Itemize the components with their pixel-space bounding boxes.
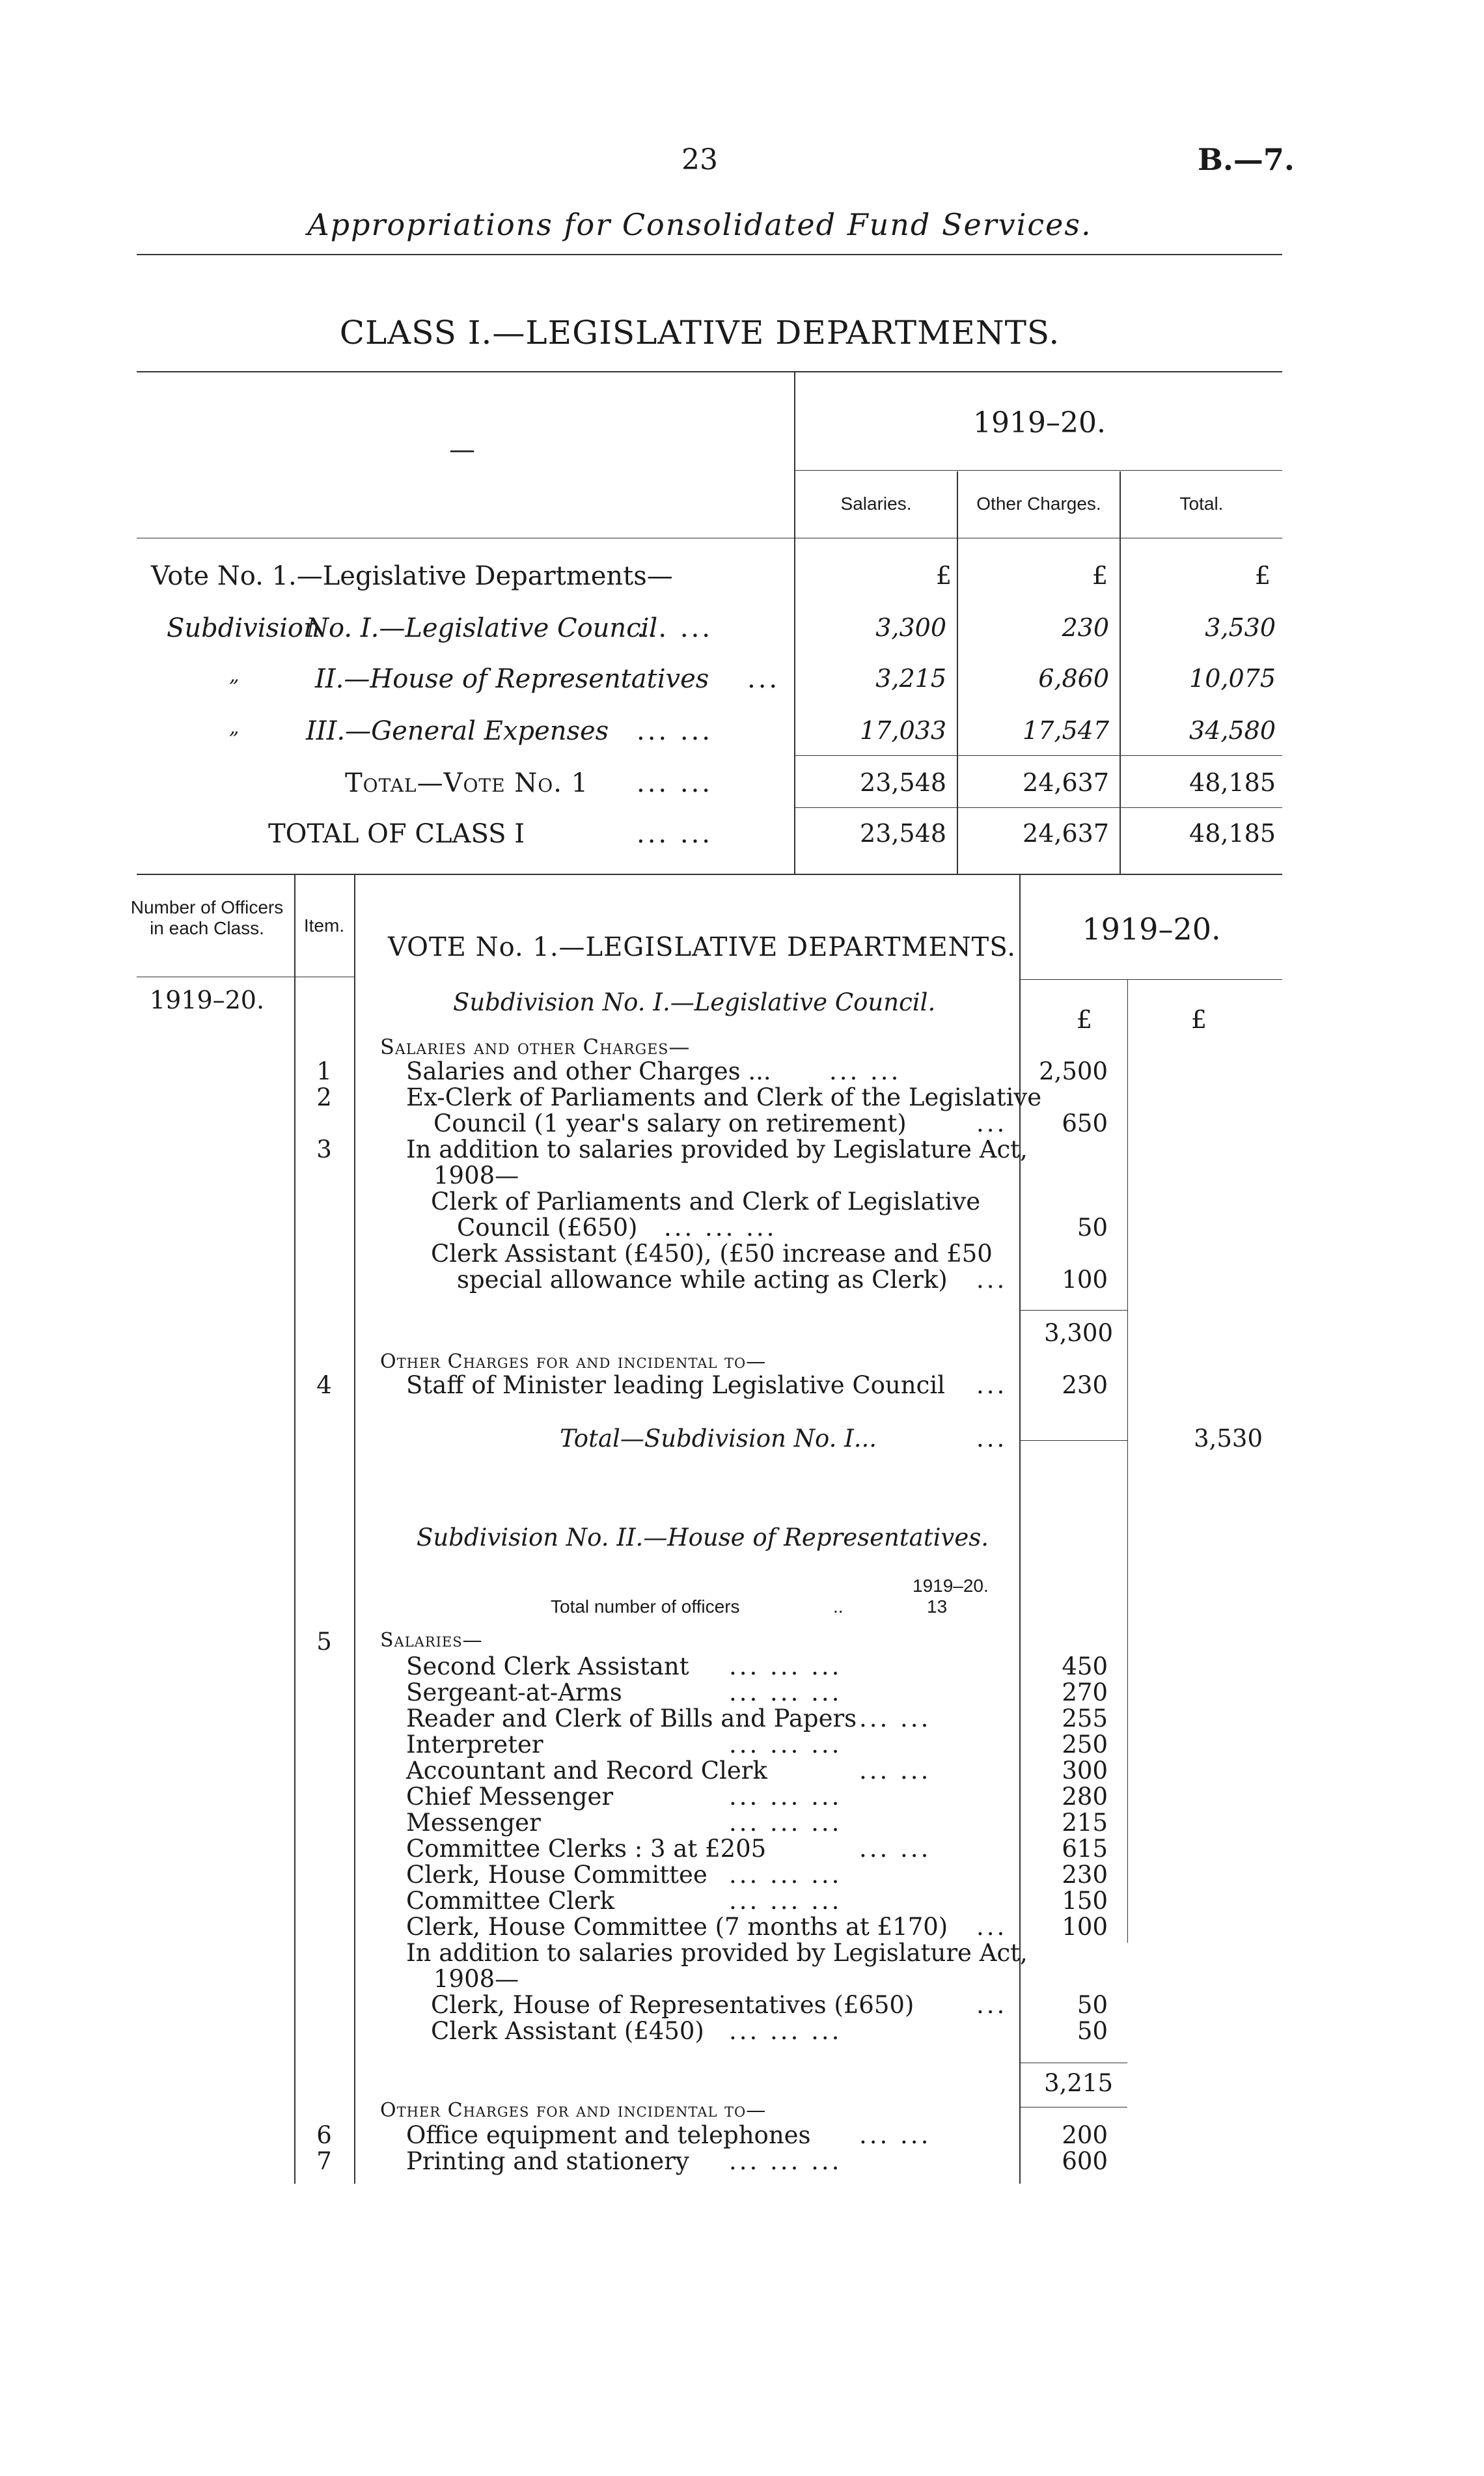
total-vote-other: 24,637 xyxy=(1023,768,1109,797)
line-amount: 450 xyxy=(1062,1652,1108,1680)
line-amount: 2,500 xyxy=(1039,1057,1108,1085)
col-header-other-charges: Other Charges. xyxy=(976,494,1101,514)
line-dots: ... ... ... xyxy=(729,1678,842,1706)
sub1-other-heading: Other Charges for and incidental to— xyxy=(380,1350,767,1373)
vote-title: VOTE No. 1.—LEGISLATIVE DEPARTMENTS. xyxy=(388,932,1017,962)
line-text: Reader and Clerk of Bills and Papers xyxy=(406,1704,857,1732)
item-number: 5 xyxy=(316,1628,332,1656)
class-title: CLASS I.—LEGISLATIVE DEPARTMENTS. xyxy=(339,314,1060,352)
currency-total: £ xyxy=(1254,561,1271,590)
sub1-total-rule xyxy=(1021,1440,1127,1441)
sub1-subtotal: 3,300 xyxy=(1044,1319,1113,1347)
line-amount: 150 xyxy=(1062,1887,1108,1915)
line-amount: 215 xyxy=(1062,1809,1108,1837)
row-salaries: 17,033 xyxy=(860,716,946,745)
detail-header-rule-right xyxy=(1021,979,1282,980)
line-text: Sergeant-at-Arms xyxy=(406,1678,622,1706)
line-dots: ... ... ... xyxy=(729,1809,842,1837)
document-code: B.—7. xyxy=(1198,142,1295,177)
sub2-heading: Salaries— xyxy=(380,1629,483,1652)
line-text: Clerk, House of Representatives (£650) xyxy=(431,1991,914,2019)
line-amount: 300 xyxy=(1062,1757,1108,1785)
line-amount: 615 xyxy=(1062,1835,1108,1863)
line-amount: 100 xyxy=(1062,1266,1108,1294)
sub1-other-amount: 230 xyxy=(1062,1371,1108,1399)
line-amount: 50 xyxy=(1077,1991,1108,2019)
summary-year: 1919–20. xyxy=(973,406,1106,439)
col-header-salaries: Salaries. xyxy=(840,494,912,514)
line-text: Second Clerk Assistant xyxy=(406,1652,689,1680)
line-amount: 250 xyxy=(1062,1731,1108,1759)
row-dots: ... xyxy=(747,664,780,694)
line-dots: ... ... ... xyxy=(729,1887,842,1915)
summary-total-rule xyxy=(795,807,1282,808)
total-class-salaries: 23,548 xyxy=(860,819,946,848)
col-header-officers: Number of Officers in each Class. xyxy=(130,897,284,938)
sub2-officers-label: Total number of officers xyxy=(551,1596,740,1617)
line-dots: ... ... xyxy=(859,1757,931,1785)
row-prefix: „ xyxy=(229,664,240,687)
sub1-heading: Salaries and other Charges— xyxy=(380,1035,691,1059)
line-text: Ex-Clerk of Parliaments and Clerk of the Legislative xyxy=(406,1083,1042,1111)
row-dots: ... ... xyxy=(637,716,713,746)
line-amount: 100 xyxy=(1062,1913,1108,1941)
sub1-title: Subdivision No. I.—Legislative Council. xyxy=(453,988,936,1016)
line-amount: 200 xyxy=(1062,2121,1108,2149)
line-amount: 280 xyxy=(1062,1783,1108,1811)
row-salaries: 3,300 xyxy=(875,613,946,642)
vote-label: Vote No. 1.—Legislative Departments— xyxy=(151,561,673,591)
line-dots: ... xyxy=(976,1913,1008,1941)
total-vote-salaries: 23,548 xyxy=(860,768,946,797)
detail-year-left: 1919–20. xyxy=(149,986,265,1014)
page-title: Appropriations for Consolidated Fund Services. xyxy=(307,207,1092,242)
summary-dash: — xyxy=(449,435,475,465)
line-text: Chief Messenger xyxy=(406,1783,614,1811)
line-dots: ... ... ... xyxy=(729,2147,842,2175)
total-vote-text: Total—Vote No. 1 xyxy=(345,768,589,798)
total-vote-total: 48,185 xyxy=(1189,768,1276,797)
page-number: 23 xyxy=(681,143,718,176)
line-text: In addition to salaries provided by Legislature Act, xyxy=(406,1135,1028,1163)
sub1-subtotal-rule xyxy=(1021,1310,1127,1311)
row-other: 17,547 xyxy=(1023,716,1109,745)
row-total: 34,580 xyxy=(1189,716,1276,745)
line-dots: ... ... ... xyxy=(664,1214,777,1242)
item-number: 2 xyxy=(316,1083,332,1111)
line-dots: ... xyxy=(976,1266,1008,1294)
line-text: In addition to salaries provided by Legislature Act, xyxy=(406,1939,1028,1967)
row-other: 6,860 xyxy=(1038,664,1109,693)
row-salaries: 3,215 xyxy=(875,664,946,693)
sub2-other-heading: Other Charges for and incidental to— xyxy=(380,2099,767,2122)
currency-salaries: £ xyxy=(935,561,952,590)
row-label: III.—General Expenses xyxy=(306,716,609,746)
summary-year-rule xyxy=(795,470,1282,471)
summary-top-rule xyxy=(137,371,1282,372)
line-text: 1908— xyxy=(433,1965,519,1993)
line-dots: ... ... ... xyxy=(729,2017,842,2045)
sub2-officers-count: 13 xyxy=(927,1596,948,1617)
sub2-title: Subdivision No. II.—House of Representatives. xyxy=(417,1523,989,1551)
line-dots: ... ... xyxy=(859,1704,931,1732)
col-header-item: Item. xyxy=(303,915,345,936)
item-number: 4 xyxy=(316,1371,332,1399)
row-prefix: Subdivision xyxy=(167,613,320,643)
line-text: Clerk Assistant (£450), (£50 increase and £50 xyxy=(431,1240,993,1268)
line-text: Accountant and Record Clerk xyxy=(406,1757,767,1785)
line-text: Salaries and other Charges ... xyxy=(406,1057,771,1085)
line-text: Office equipment and telephones xyxy=(406,2121,811,2149)
detail-currency-total: £ xyxy=(1190,1005,1207,1034)
row-dots: ... ... xyxy=(637,613,713,643)
line-dots: ... ... xyxy=(859,2121,931,2149)
line-dots: ... ... ... xyxy=(729,1861,842,1889)
summary-bottom-rule xyxy=(137,874,1282,875)
line-text: Clerk, House Committee xyxy=(406,1861,708,1889)
col-header-total: Total. xyxy=(1179,494,1224,514)
line-text: Committee Clerks : 3 at £205 xyxy=(406,1835,767,1863)
sub2-subtotal: 3,215 xyxy=(1044,2069,1113,2097)
line-text: 1908— xyxy=(433,1161,519,1189)
row-label: II.—House of Representatives xyxy=(315,664,709,694)
sub2-officers-dots: .. xyxy=(833,1596,844,1617)
line-amount: 50 xyxy=(1077,2017,1108,2045)
line-amount: 650 xyxy=(1062,1109,1108,1137)
item-number: 7 xyxy=(316,2147,332,2175)
sub2-officers-year: 1919–20. xyxy=(913,1576,989,1596)
line-text: special allowance while acting as Clerk) xyxy=(457,1266,948,1294)
row-total: 3,530 xyxy=(1205,613,1276,642)
line-text: Messenger xyxy=(406,1809,541,1837)
total-class-dots: ... ... xyxy=(637,819,713,849)
total-class-total: 48,185 xyxy=(1189,819,1276,848)
total-vote-dots: ... ... xyxy=(637,768,713,798)
header-rule xyxy=(137,254,1282,255)
line-dots: ... ... xyxy=(829,1057,901,1085)
sub1-total-amount: 3,530 xyxy=(1194,1425,1263,1453)
line-text: Clerk, House Committee (7 months at £170) xyxy=(406,1913,948,1941)
summary-subtotal-rule xyxy=(795,755,1282,756)
detail-year: 1919–20. xyxy=(1082,911,1221,947)
detail-currency-amount: £ xyxy=(1076,1005,1092,1034)
detail-col-item-divider xyxy=(354,875,355,2184)
line-amount: 270 xyxy=(1062,1678,1108,1706)
item-number: 6 xyxy=(316,2121,332,2149)
line-amount: 50 xyxy=(1077,1214,1108,1242)
line-text: Interpreter xyxy=(406,1731,543,1759)
row-label: No. I.—Legislative Council xyxy=(306,613,658,643)
sub1-other-text: Staff of Minister leading Legislative Council xyxy=(406,1371,945,1399)
line-amount: 255 xyxy=(1062,1704,1108,1732)
row-prefix: „ xyxy=(229,716,240,739)
line-dots: ... ... ... xyxy=(729,1652,842,1680)
currency-other: £ xyxy=(1092,561,1108,590)
row-total: 10,075 xyxy=(1189,664,1276,693)
total-vote-label xyxy=(345,768,588,798)
line-dots: ... ... ... xyxy=(729,1783,842,1811)
sub1-other-dots: ... xyxy=(976,1371,1008,1399)
total-class-other: 24,637 xyxy=(1023,819,1109,848)
item-number: 3 xyxy=(316,1135,332,1163)
line-text: Committee Clerk xyxy=(406,1887,615,1915)
line-text: Council (1 year's salary on retirement) xyxy=(433,1109,907,1137)
detail-col-total-divider xyxy=(1127,979,1128,1943)
line-text: Clerk Assistant (£450) xyxy=(431,2017,704,2045)
sub1-total-label: Total—Subdivision No. I... xyxy=(560,1425,877,1453)
line-text: Clerk of Parliaments and Clerk of Legislative xyxy=(431,1188,981,1216)
line-dots: ... xyxy=(976,1109,1008,1137)
line-text: Printing and stationery xyxy=(406,2147,689,2175)
line-dots: ... ... ... xyxy=(729,1731,842,1759)
row-other: 230 xyxy=(1062,613,1109,642)
line-amount: 230 xyxy=(1062,1861,1108,1889)
sub1-total-dots: ... xyxy=(976,1425,1008,1453)
line-dots: ... ... xyxy=(859,1835,931,1863)
line-text: Council (£650) xyxy=(457,1214,638,1242)
total-class-label: TOTAL OF CLASS I xyxy=(268,819,525,849)
item-number: 1 xyxy=(316,1057,332,1085)
line-dots: ... xyxy=(976,1991,1008,2019)
line-amount: 600 xyxy=(1062,2147,1108,2175)
